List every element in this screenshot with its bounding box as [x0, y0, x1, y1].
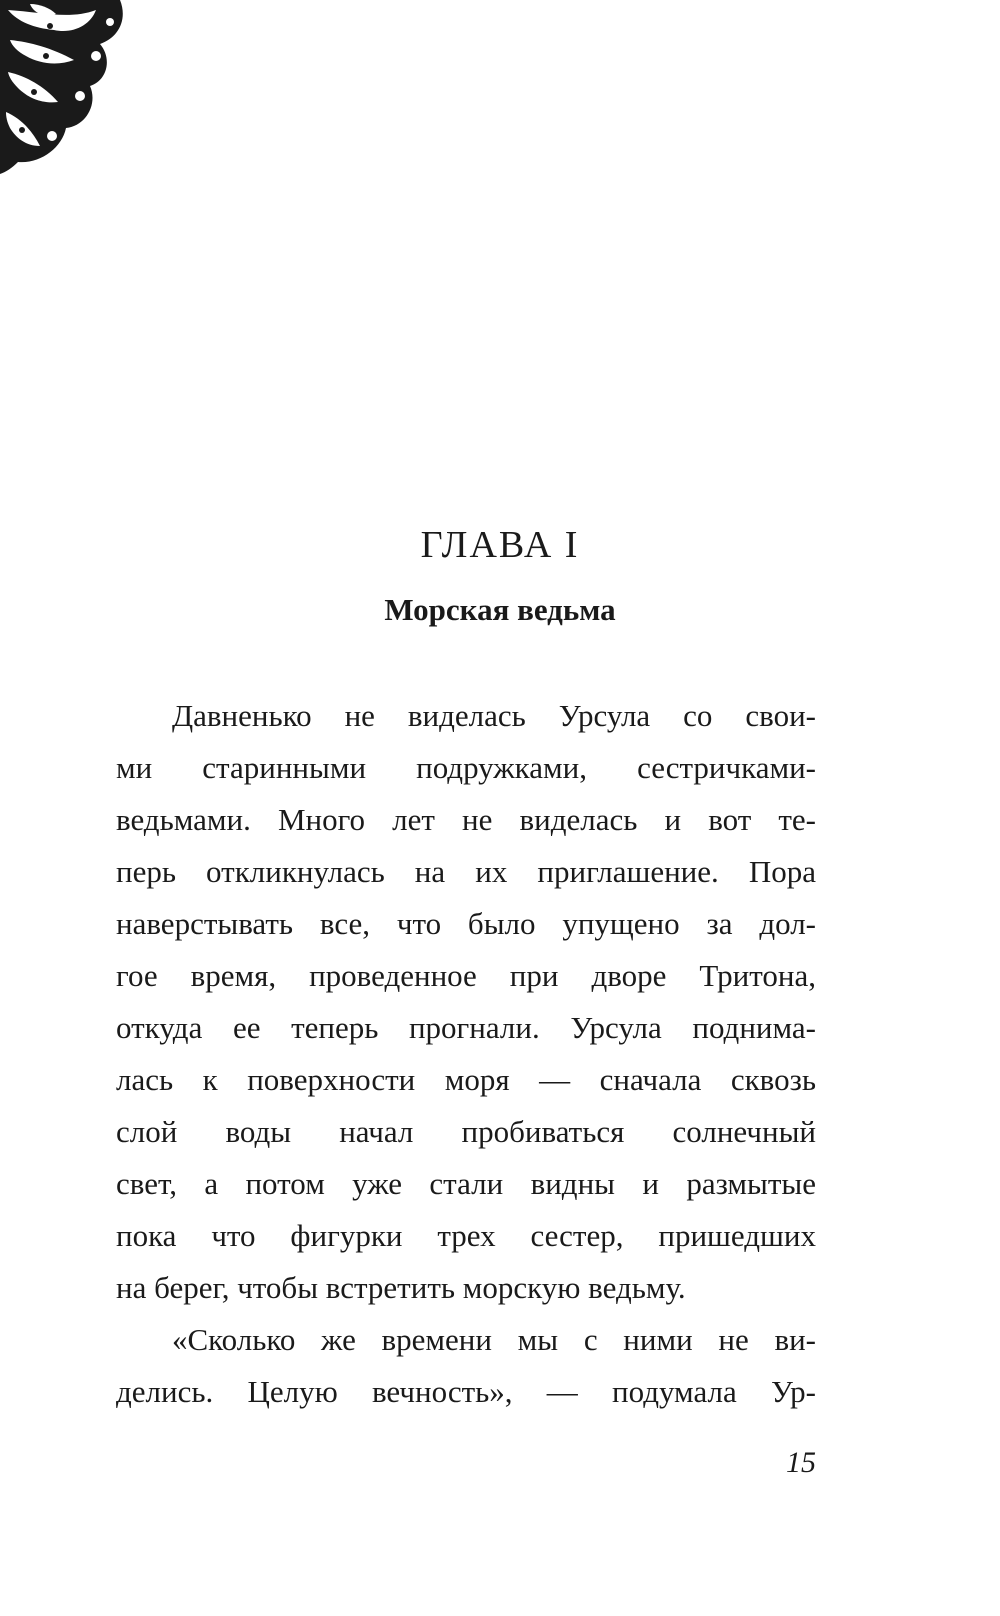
text-line: откуда ее теперь прогнали. Урсула поднима-: [116, 1010, 816, 1045]
text-line: пока что фигурки трех сестер, пришедших: [116, 1218, 816, 1253]
chapter-subtitle: Морская ведьма: [384, 592, 616, 627]
chapter-body-text: [116, 690, 816, 1418]
chapter-heading: ГЛАВА I: [420, 524, 580, 566]
text-line: свет, а потом уже стали видны и размытые: [116, 1166, 816, 1201]
text-line: на берег, чтобы встретить морскую ведьму.: [116, 1270, 686, 1305]
text-line: перь откликнулась на их приглашение. Пора: [116, 854, 816, 889]
corner-ornament-icon: [0, 0, 140, 175]
text-line: «Сколько же времени мы с ними не ви-: [172, 1322, 816, 1357]
text-line: слой воды начал пробиваться солнечный: [116, 1114, 816, 1149]
text-line: Давненько не виделась Урсула со свои-: [172, 698, 816, 733]
text-line: гое время, проведенное при дворе Тритона,: [116, 958, 816, 993]
text-line: лась к поверхности моря — сначала сквозь: [116, 1062, 816, 1097]
text-line: делись. Целую вечность», — подумала Ур-: [116, 1374, 816, 1409]
text-line: ми старинными подружками, сестричками-: [116, 750, 816, 785]
text-line: ведьмами. Много лет не виделась и вот те-: [116, 802, 816, 837]
page-number: 15: [786, 1446, 816, 1479]
text-line: наверстывать все, что было упущено за дол-: [116, 906, 816, 941]
